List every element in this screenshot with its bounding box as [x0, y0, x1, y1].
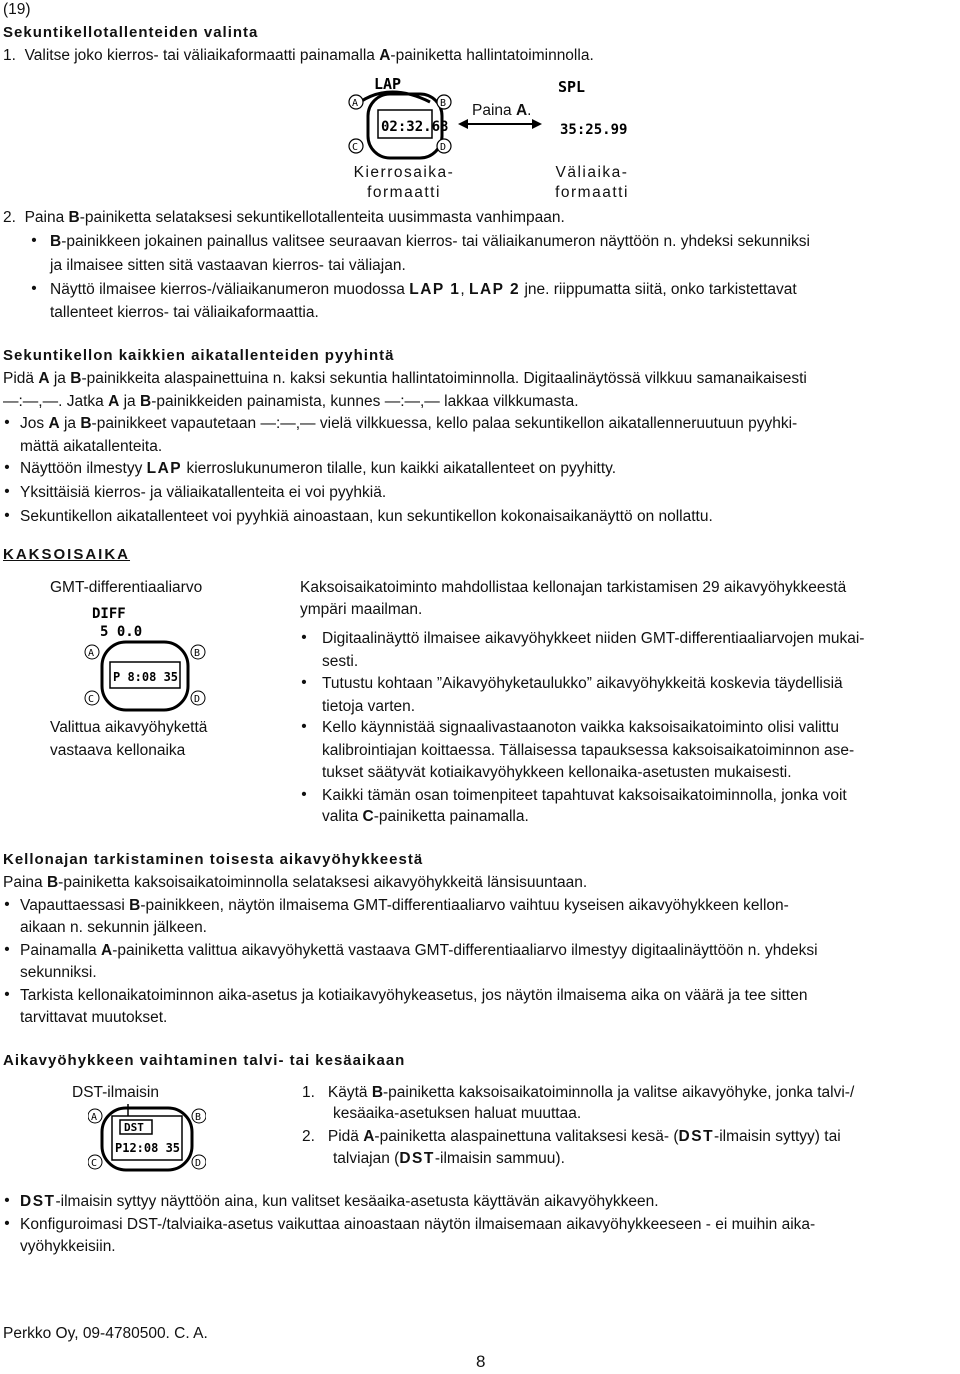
step-2: [3, 208, 565, 228]
dst-code: DST: [20, 1193, 56, 1210]
text: vielä vilkkuessa, kello palaa sekuntikellon aikatallenneruutuun pyyhki-: [315, 415, 798, 432]
bullet-text: tallenteet kierros- tai väliaikaformaattia.: [50, 304, 319, 321]
watch-dual-icon: [80, 598, 210, 713]
page-number: 8: [476, 1352, 486, 1371]
text: Pidä: [3, 370, 39, 387]
figure-label-gmt: GMT-differentiaaliarvo: [50, 579, 203, 596]
svg-text:D: D: [194, 694, 201, 705]
button-label-b: B: [139, 393, 152, 410]
button-label-b: B: [80, 415, 92, 432]
button-label-a: A: [379, 47, 391, 64]
button-c-marker: C: [352, 142, 359, 153]
caption-split-format: [522, 163, 662, 203]
text: -painikkeita alaspainettuina n. kaksi sekuntia hallintatoiminnolla. Digitaalinäytössä vilkkuu samanaikaisesti: [81, 370, 807, 387]
bullet-text: [50, 280, 797, 300]
dst-watch-figure: [88, 1104, 206, 1174]
button-label-b: B: [46, 874, 59, 891]
step-number: 2.: [3, 209, 16, 226]
dual-time-watch-figure: [80, 598, 210, 713]
figure-caption: Valittua aikavyöhykettä: [50, 719, 208, 736]
section-number: (19): [3, 1, 31, 18]
watch-dst-icon: [88, 1104, 206, 1174]
watch-split-icon: [558, 78, 627, 138]
diff-value: 5 0.0: [100, 624, 143, 640]
caption-line: Kierrosaika-: [353, 164, 455, 181]
paragraph: [3, 873, 587, 893]
bullet: •: [4, 507, 10, 524]
button-label-a: A: [101, 942, 113, 959]
bullet-text: mättä aikatallenteita.: [20, 438, 163, 455]
bullet: •: [301, 718, 307, 735]
text: -painiketta kaksoisaikatoiminnolla ja valitse aikavyöhyke, jonka talvi-/: [383, 1084, 855, 1101]
bullet: •: [301, 674, 307, 691]
text: Näyttö ilmaisee kierros-/väliaikanumeron muodossa: [50, 281, 410, 298]
bullet-text: Sekuntikellon aikatallenteet voi pyyhkiä ainoastaan, kun sekuntikellon kokonaisaikanäyttö on nollattu.: [20, 508, 713, 525]
button-label-a: A: [48, 415, 60, 432]
text: -ilmaisin syttyy) tai: [714, 1128, 841, 1145]
text: -painiketta kaksoisaikatoiminnolla selataksesi aikavyöhykkeitä länsisuuntaan.: [58, 874, 588, 891]
text: Näyttöön ilmestyy: [20, 460, 147, 477]
press-dot: .: [527, 102, 532, 119]
step-number: 1.: [3, 47, 16, 64]
split-indicator: SPL: [558, 78, 586, 96]
text: -painiketta painamalla.: [373, 808, 529, 825]
bullet-text: [50, 232, 810, 252]
bullet-text: [20, 459, 616, 479]
bullet-text: Kaikki tämän osan toimenpiteet tapahtuvat kaksoisaikatoiminnolla, jonka voit: [322, 787, 847, 804]
blink-symbol: —:—,—: [260, 415, 316, 432]
button-label-a: A: [515, 102, 528, 119]
svg-text:A: A: [88, 648, 95, 659]
text: ja: [59, 415, 81, 432]
button-label-b: B: [129, 897, 141, 914]
text: talviajan (: [333, 1150, 400, 1167]
button-label-a: A: [38, 370, 50, 387]
dst-code: DST: [678, 1128, 715, 1145]
svg-text:B: B: [194, 648, 201, 659]
svg-text:A: A: [91, 1112, 98, 1123]
blink-symbol: —:—,—: [384, 393, 440, 410]
svg-text:B: B: [195, 1112, 202, 1123]
intro-text: ympäri maailman.: [300, 601, 423, 618]
diff-indicator: DIFF: [92, 606, 126, 622]
button-label-c: C: [362, 808, 374, 825]
bullet: •: [301, 629, 307, 646]
dst-code: DST: [399, 1150, 435, 1167]
lap-code: LAP: [146, 460, 183, 477]
bullet-text: Kello käynnistää signaalivastaanoton vaikka kaksoisaikatoiminto olisi valittu: [322, 719, 839, 736]
text: jne. riippumatta siitä, onko tarkistettavat: [520, 281, 797, 298]
section-title-delete: Sekuntikellon kaikkien aikatallenteiden pyyhintä: [3, 347, 395, 364]
button-label-b: B: [70, 370, 82, 387]
bullet-text: ja ilmaisee sitten sitä vastaavan kierros- tai väliajan.: [50, 257, 406, 274]
footer-company: Perkko Oy, 09-4780500. C. A.: [3, 1325, 208, 1342]
button-label-b: B: [371, 1084, 384, 1101]
bullet-text: Tarkista kellonaikatoiminnon aika-asetus ja kotiaikavyöhykeasetus, jos näytön ilmaisema aika on väärä ja tee sitten: [20, 987, 808, 1004]
step-number: 2.: [302, 1128, 315, 1145]
bullet-text: Digitaalinäyttö ilmaisee aikavyöhykkeet niiden GMT-differentiaaliarvojen mukai-: [322, 630, 865, 647]
dst-time-value: P12:08 35: [115, 1141, 181, 1155]
dst-step-1: [302, 1083, 854, 1103]
bullet: •: [4, 941, 10, 958]
bullet-text: kalibrointiajan koittaessa. Tällaisessa tapauksessa kaksoisaikatoiminnon ase-: [322, 742, 855, 759]
bullet-text: [20, 941, 818, 961]
watch-lap-icon: [349, 75, 451, 158]
text: Käytä: [327, 1084, 372, 1101]
button-label-b: B: [68, 209, 80, 226]
step-text: Paina: [24, 209, 69, 226]
step-text: Valitse joko kierros- tai väliaikaformaatti painamalla: [24, 47, 380, 64]
bullet: •: [4, 414, 10, 431]
bullet-text: Konfiguroimasi DST-/talviaika-asetus vaikuttaa ainoastaan näytön ilmaisemaan aikavyöhykkeeseen - ei muihin aika-: [20, 1216, 816, 1233]
text: -painikkeen jokainen painallus valitsee seuraavan kierros- tai väliaikanumeron näyttöön n. yhdeksi sekunniksi: [61, 233, 810, 250]
text: kierroslukunumeron tilalle, kun kaikki aikatallenteet on pyyhitty.: [182, 460, 617, 477]
text: -painiketta valittua aikavyöhykettä vastaava GMT-differentiaaliarvo ilmestyy digitaalinäyttöön n. yhdeksi: [112, 942, 818, 959]
bullet: •: [4, 1192, 10, 1209]
svg-text:C: C: [91, 1158, 98, 1169]
bullet-text: [20, 896, 789, 916]
text: ja: [119, 393, 140, 410]
lap-indicator: LAP: [374, 75, 402, 93]
button-b-marker: B: [440, 98, 447, 109]
button-label-a: A: [108, 393, 120, 410]
intro-text: Kaksoisaikatoiminto mahdollistaa kellonajan tarkistamisen 29 aikavyöhykkeestä: [300, 579, 847, 596]
bullet-text: aikaan n. sekunnin jälkeen.: [20, 919, 207, 936]
caption-line: formaatti: [555, 184, 629, 201]
press-text: Paina: [472, 102, 516, 119]
bullet-text: Tutustu kohtaan ”Aikavyöhyketaulukko” aikavyöhykkeitä koskevia täydellisiä: [322, 675, 843, 692]
dst-indicator: DST: [124, 1121, 144, 1134]
text: ,: [460, 281, 470, 298]
lap-code: LAP 2: [469, 281, 521, 298]
paragraph: [3, 392, 579, 412]
step-text: kesäaika-asetuksen haluat muuttaa.: [333, 1105, 582, 1122]
section-title-dual-time: KAKSOISAIKA: [3, 546, 131, 563]
dst-step-2: [302, 1127, 841, 1147]
step-text: -painiketta selataksesi sekuntikellotallenteita uusimmasta vanhimpaan.: [79, 209, 565, 226]
text: -ilmaisin syttyy näyttöön aina, kun valitset kesäaika-asetusta käyttävän aikavyöhykkeen.: [55, 1193, 659, 1210]
bullet: •: [4, 483, 10, 500]
blink-symbol: —:—,—: [3, 393, 59, 410]
bullet: •: [4, 459, 10, 476]
section-title-check-time: Kellonajan tarkistaminen toisesta aikavyöhykkeestä: [3, 851, 424, 868]
bullet-text: sesti.: [322, 653, 359, 670]
text: Vapauttaessasi: [20, 897, 130, 914]
text: -painikkeet vapautetaan: [91, 415, 261, 432]
bullet-text: Yksittäisiä kierros- ja väliaikatallenteita ei voi pyyhkiä.: [20, 484, 387, 501]
lap-code: LAP 1: [409, 281, 461, 298]
step-number: 1.: [302, 1084, 315, 1101]
bullet-text: vyöhykkeisiin.: [20, 1238, 116, 1255]
bullet: •: [4, 986, 10, 1003]
section-title-sekuntikello: Sekuntikellotallenteiden valinta: [3, 24, 259, 41]
figure-caption: vastaava kellonaika: [50, 742, 186, 759]
svg-text:C: C: [88, 694, 95, 705]
step-text: [333, 1149, 565, 1169]
text: Jos: [20, 415, 49, 432]
bullet-text: [20, 414, 797, 434]
bullet-text: sekunniksi.: [20, 964, 97, 981]
caption-line: Väliaika-: [555, 164, 629, 181]
split-time: 35:25.99: [560, 122, 628, 138]
bullet-text: [322, 807, 529, 827]
text: lakkaa vilkkumasta.: [439, 393, 579, 410]
text: -ilmaisin sammuu).: [434, 1150, 565, 1167]
text: Pidä: [327, 1128, 364, 1145]
caption-lap-format: [334, 163, 474, 203]
step-1: [3, 46, 594, 66]
dual-time-value: P 8:08 35: [113, 670, 179, 684]
bullet: •: [4, 1215, 10, 1232]
bullet: •: [31, 232, 37, 249]
step-text: -painiketta hallintatoiminnolla.: [390, 47, 594, 64]
button-a-marker: A: [352, 98, 359, 109]
bullet-text: tietoja varten.: [322, 698, 416, 715]
figure-press-a: [472, 101, 531, 121]
section-title-dst: Aikavyöhykkeen vaihtaminen talvi- tai kesäaikaan: [3, 1052, 406, 1069]
text: . Jatka: [58, 393, 109, 410]
lap-time: 02:32.68: [381, 119, 449, 135]
button-d-marker: D: [440, 142, 447, 153]
svg-text:D: D: [195, 1158, 202, 1169]
text: ja: [49, 370, 71, 387]
bullet-text: tukset säätyvät kotiaikavyöhykkeen kellonaika-asetusten mukaisesti.: [322, 764, 792, 781]
bullet: •: [31, 280, 37, 297]
text: Painamalla: [20, 942, 101, 959]
caption-line: formaatti: [367, 184, 441, 201]
bullet-text: [20, 1192, 659, 1212]
bullet: •: [4, 896, 10, 913]
bullet: •: [301, 786, 307, 803]
figure-label-dst: DST-ilmaisin: [72, 1084, 159, 1101]
text: -painikkeen, näytön ilmaisema GMT-differentiaaliarvo vaihtuu kyseisen aikavyöhykkeen kellon-: [140, 897, 789, 914]
text: -painiketta alaspainettuna valitaksesi kesä- (: [374, 1128, 679, 1145]
text: -painikkeiden painamista, kunnes: [151, 393, 385, 410]
bullet-text: tarvittavat muutokset.: [20, 1009, 168, 1026]
text: Paina: [3, 874, 47, 891]
paragraph: [3, 369, 807, 389]
button-label-a: A: [363, 1128, 375, 1145]
text: valita: [322, 808, 363, 825]
button-label-b: B: [50, 233, 62, 250]
